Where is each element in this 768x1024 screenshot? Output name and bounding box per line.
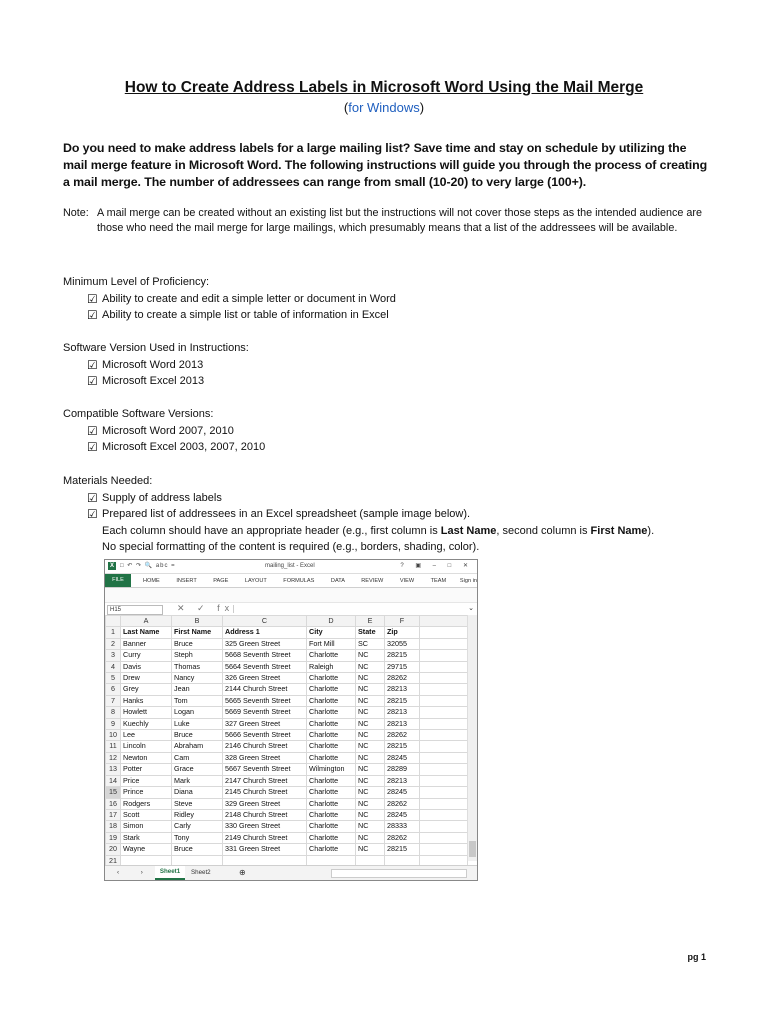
empty-cell <box>420 673 468 684</box>
data-cell: NC <box>356 832 385 843</box>
table-row <box>106 809 468 820</box>
data-cell: Charlotte <box>307 684 356 695</box>
table-row <box>106 787 468 798</box>
sheet-tab-sheet1: Sheet1 <box>155 866 185 880</box>
data-cell: 325 Green Street <box>223 638 307 649</box>
data-cell: Bruce <box>172 730 223 741</box>
checkbox-icon: ☑ <box>87 357 98 372</box>
table-row <box>106 844 468 855</box>
section-materials <box>63 473 654 556</box>
data-cell: Kuechly <box>121 718 172 729</box>
data-cell: Wayne <box>121 844 172 855</box>
header-cell: Address 1 <box>223 627 307 638</box>
data-cell: Charlotte <box>307 821 356 832</box>
data-cell: 28333 <box>385 821 420 832</box>
data-cell: Drew <box>121 673 172 684</box>
list-item <box>63 357 249 374</box>
header-cell: Zip <box>385 627 420 638</box>
table-row <box>106 695 468 706</box>
row-number: 18 <box>106 821 121 832</box>
checkbox-icon: ☑ <box>87 423 98 438</box>
sign-in-link: Sign in <box>459 578 477 584</box>
collapsed-ribbon <box>105 588 477 603</box>
data-cell: Charlotte <box>307 673 356 684</box>
data-cell: NC <box>356 741 385 752</box>
section-software <box>63 340 249 390</box>
excel-document-title: mailing_list - Excel <box>265 563 315 569</box>
scrollbar-thumb <box>469 841 476 857</box>
list-item-text: Microsoft Excel 2013 <box>102 375 205 387</box>
empty-cell <box>420 730 468 741</box>
data-cell: Mark <box>172 775 223 786</box>
data-cell: Lincoln <box>121 741 172 752</box>
data-cell: 28289 <box>385 764 420 775</box>
data-cell: 326 Green Street <box>223 673 307 684</box>
data-cell: Carly <box>172 821 223 832</box>
excel-ribbon-tabs <box>105 574 477 588</box>
data-cell: 28213 <box>385 684 420 695</box>
data-cell: 28213 <box>385 775 420 786</box>
data-cell: Davis <box>121 661 172 672</box>
data-cell: Rodgers <box>121 798 172 809</box>
data-cell: Simon <box>121 821 172 832</box>
data-cell: 5665 Seventh Street <box>223 695 307 706</box>
header-cell: Last Name <box>121 627 172 638</box>
data-cell: 5667 Seventh Street <box>223 764 307 775</box>
list-item <box>63 373 249 390</box>
row-number: 7 <box>106 695 121 706</box>
row-number: 15 <box>106 787 121 798</box>
data-cell: Nancy <box>172 673 223 684</box>
data-cell: 28215 <box>385 650 420 661</box>
table-row <box>106 638 468 649</box>
data-cell: 28262 <box>385 673 420 684</box>
empty-cell <box>420 844 468 855</box>
data-cell: NC <box>356 798 385 809</box>
data-cell: Luke <box>172 718 223 729</box>
table-row <box>106 752 468 763</box>
data-cell: 5664 Seventh Street <box>223 661 307 672</box>
data-cell: Scott <box>121 809 172 820</box>
formatting-instruction: No special formatting of the content is required (e.g., borders, shading, color). <box>102 541 480 553</box>
section-proficiency <box>63 274 396 324</box>
data-cell: Jean <box>172 684 223 695</box>
empty-cell <box>420 798 468 809</box>
table-row <box>106 718 468 729</box>
data-cell: 28245 <box>385 752 420 763</box>
data-cell: NC <box>356 718 385 729</box>
row-number: 12 <box>106 752 121 763</box>
data-cell: Charlotte <box>307 741 356 752</box>
row-number: 14 <box>106 775 121 786</box>
data-cell: Stark <box>121 832 172 843</box>
row-number: 6 <box>106 684 121 695</box>
data-cell: Grey <box>121 684 172 695</box>
data-cell: 2149 Church Street <box>223 832 307 843</box>
section-heading: Materials Needed: <box>63 475 153 487</box>
list-item-text: Microsoft Excel 2003, 2007, 2010 <box>102 441 266 453</box>
data-cell: NC <box>356 764 385 775</box>
data-cell: NC <box>356 775 385 786</box>
instruction-text: , second column is <box>496 524 591 537</box>
data-cell: Steph <box>172 650 223 661</box>
note-text: A mail merge can be created without an existing list but the instructions will not cover those steps as the intended audience are those who need the mail merge for large mailings, which presumably means that a list of the addressees will be available. <box>97 207 702 234</box>
data-cell: Tom <box>172 695 223 706</box>
column-header-row <box>106 616 468 627</box>
intro-paragraph: Do you need to make address labels for a large mailing list? Save time and stay on schedule by utilizing the mail merge feature in Microsoft Word. The following instructions will guide you through the process of creating a mail merge. The number of addressees can range from small (10-20) to very large (100+). <box>63 141 708 189</box>
data-cell: Charlotte <box>307 730 356 741</box>
empty-cell <box>420 775 468 786</box>
data-cell: Cam <box>172 752 223 763</box>
checkbox-icon: ☑ <box>87 490 98 505</box>
chevron-down-icon: ⌄ <box>468 605 474 612</box>
data-cell: NC <box>356 650 385 661</box>
table-row <box>106 821 468 832</box>
section-heading: Minimum Level of Proficiency: <box>63 276 210 288</box>
data-cell: Charlotte <box>307 832 356 843</box>
file-tab: FILE <box>105 574 131 587</box>
instruction-text: ). <box>647 524 655 537</box>
data-cell: Ridley <box>172 809 223 820</box>
section-heading: Compatible Software Versions: <box>63 408 214 420</box>
data-cell: Charlotte <box>307 798 356 809</box>
excel-app-icon: X <box>109 563 114 569</box>
data-cell: NC <box>356 695 385 706</box>
empty-cell <box>420 627 468 638</box>
ribbon-tab-list: HOME INSERT PAGE LAYOUT FORMULAS DATA REVIEW VIEW TEAM <box>143 578 447 584</box>
data-cell: NC <box>356 661 385 672</box>
data-cell: Charlotte <box>307 718 356 729</box>
vertical-scrollbar <box>467 615 477 861</box>
data-cell: Thomas <box>172 661 223 672</box>
row-number: 1 <box>106 627 121 638</box>
empty-cell <box>420 752 468 763</box>
instruction-text: Each column should have an appropriate header (e.g., first column is <box>102 524 441 537</box>
data-cell: 2145 Church Street <box>223 787 307 798</box>
data-cell: 329 Green Street <box>223 798 307 809</box>
list-item-text: Supply of address labels <box>102 491 222 504</box>
name-box: H15 <box>107 605 163 615</box>
table-row <box>106 741 468 752</box>
column-header: C <box>223 616 307 627</box>
subtitle-platform: for Windows <box>348 100 420 115</box>
data-cell: Bruce <box>172 844 223 855</box>
subtitle-paren-open: ( <box>343 100 349 115</box>
data-cell: Fort Mill <box>307 638 356 649</box>
data-cell: NC <box>356 707 385 718</box>
checkbox-icon: ☑ <box>87 507 98 521</box>
excel-screenshot <box>104 559 478 881</box>
row-number: 20 <box>106 844 121 855</box>
empty-cell <box>420 809 468 820</box>
checkbox-icon: ☑ <box>87 374 98 388</box>
table-row <box>106 730 468 741</box>
data-cell: 28262 <box>385 730 420 741</box>
empty-cell <box>420 741 468 752</box>
table-row <box>106 775 468 786</box>
row-number: 16 <box>106 798 121 809</box>
empty-cell <box>420 661 468 672</box>
data-cell: Charlotte <box>307 809 356 820</box>
column-header-empty <box>420 616 468 627</box>
header-cell: City <box>307 627 356 638</box>
data-cell: 5666 Seventh Street <box>223 730 307 741</box>
empty-cell <box>420 718 468 729</box>
table-row <box>106 707 468 718</box>
empty-cell <box>420 832 468 843</box>
empty-cell <box>420 707 468 718</box>
data-cell: NC <box>356 821 385 832</box>
row-number: 9 <box>106 718 121 729</box>
list-item <box>63 423 265 440</box>
data-cell: Charlotte <box>307 775 356 786</box>
data-cell: 330 Green Street <box>223 821 307 832</box>
list-item <box>63 291 396 308</box>
subtitle-paren-close: ) <box>419 100 425 115</box>
empty-cell <box>420 764 468 775</box>
data-cell: Newton <box>121 752 172 763</box>
empty-cell <box>420 787 468 798</box>
data-cell: NC <box>356 684 385 695</box>
row-number: 8 <box>106 707 121 718</box>
formula-input <box>233 605 463 613</box>
column-header: F <box>385 616 420 627</box>
empty-cell <box>420 821 468 832</box>
data-cell: 28213 <box>385 707 420 718</box>
checkbox-icon: ☑ <box>87 440 98 454</box>
data-cell: NC <box>356 844 385 855</box>
document-subtitle <box>0 100 768 115</box>
data-cell: 2147 Church Street <box>223 775 307 786</box>
data-cell: NC <box>356 787 385 798</box>
header-cell: First Name <box>172 627 223 638</box>
row-number: 21 <box>106 855 121 866</box>
table-row <box>106 832 468 843</box>
data-cell: Lee <box>121 730 172 741</box>
row-number: 11 <box>106 741 121 752</box>
data-cell: 28245 <box>385 809 420 820</box>
data-cell: Charlotte <box>307 695 356 706</box>
data-cell: Abraham <box>172 741 223 752</box>
row-number: 13 <box>106 764 121 775</box>
data-cell: Charlotte <box>307 844 356 855</box>
page-number: pg 1 <box>687 952 706 962</box>
select-all-corner <box>106 616 121 627</box>
row-number: 17 <box>106 809 121 820</box>
data-cell: 32055 <box>385 638 420 649</box>
data-cell: Raleigh <box>307 661 356 672</box>
data-cell: Grace <box>172 764 223 775</box>
row-number: 3 <box>106 650 121 661</box>
data-cell: 28213 <box>385 718 420 729</box>
sheet-tab-sheet2: Sheet2 <box>191 869 211 876</box>
spreadsheet-grid <box>105 615 468 867</box>
list-item <box>63 307 396 324</box>
data-cell: NC <box>356 673 385 684</box>
data-cell: 327 Green Street <box>223 718 307 729</box>
data-cell: Price <box>121 775 172 786</box>
bold-last-name: Last Name <box>440 524 497 537</box>
data-cell: Potter <box>121 764 172 775</box>
section-heading: Software Version Used in Instructions: <box>63 342 249 354</box>
data-cell: NC <box>356 809 385 820</box>
data-cell: Charlotte <box>307 650 356 661</box>
data-cell: 28215 <box>385 844 420 855</box>
data-cell: Charlotte <box>307 787 356 798</box>
list-item-text: Ability to create and edit a simple letter or document in Word <box>102 292 396 305</box>
formula-symbols: ✕ ✓ fx <box>177 603 235 613</box>
table-row <box>106 684 468 695</box>
empty-cell <box>420 650 468 661</box>
row-number: 10 <box>106 730 121 741</box>
data-cell: Tony <box>172 832 223 843</box>
data-cell: Howlett <box>121 707 172 718</box>
data-cell: Banner <box>121 638 172 649</box>
note-label: Note: <box>63 207 89 219</box>
table-row <box>106 661 468 672</box>
data-cell: 5668 Seventh Street <box>223 650 307 661</box>
data-cell: NC <box>356 752 385 763</box>
data-cell: Steve <box>172 798 223 809</box>
data-cell: Hanks <box>121 695 172 706</box>
table-row <box>106 764 468 775</box>
table-row <box>106 650 468 661</box>
data-cell: 2148 Church Street <box>223 809 307 820</box>
data-cell: 2146 Church Street <box>223 741 307 752</box>
data-cell: Logan <box>172 707 223 718</box>
column-header: B <box>172 616 223 627</box>
data-cell: NC <box>356 730 385 741</box>
row-number: 2 <box>106 638 121 649</box>
excel-title-bar <box>105 560 477 574</box>
document-title: How to Create Address Labels in Microsoft Word Using the Mail Merge <box>124 79 644 96</box>
section-compatible <box>63 406 265 456</box>
data-cell: Charlotte <box>307 707 356 718</box>
quick-access-toolbar: □ ↶ ↷ 🔍 abc = <box>120 563 176 569</box>
checkbox-icon: ☑ <box>87 308 98 322</box>
column-header: A <box>121 616 172 627</box>
data-cell: Bruce <box>172 638 223 649</box>
data-cell: 28245 <box>385 787 420 798</box>
list-item-text: Microsoft Word 2007, 2010 <box>102 424 234 437</box>
row-number: 19 <box>106 832 121 843</box>
row-number: 5 <box>106 673 121 684</box>
data-cell: 28215 <box>385 741 420 752</box>
column-header: E <box>356 616 385 627</box>
table-row <box>106 673 468 684</box>
list-item <box>63 506 654 523</box>
bold-first-name: First Name <box>590 524 648 537</box>
sheet-nav-arrows: ‹ › <box>117 869 153 876</box>
data-cell: 28262 <box>385 832 420 843</box>
list-item-text: Prepared list of addressees in an Excel spreadsheet (sample image below). <box>102 508 471 520</box>
list-item-text: Ability to create a simple list or table of information in Excel <box>102 309 389 321</box>
data-cell: 28215 <box>385 695 420 706</box>
sheet-tab-bar <box>105 865 477 880</box>
note-block <box>63 206 713 236</box>
data-cell: Diana <box>172 787 223 798</box>
data-cell: 331 Green Street <box>223 844 307 855</box>
column-header: D <box>307 616 356 627</box>
data-cell: Charlotte <box>307 752 356 763</box>
data-cell: 29715 <box>385 661 420 672</box>
data-cell: 5669 Seventh Street <box>223 707 307 718</box>
table-header-row <box>106 627 468 638</box>
header-cell: State <box>356 627 385 638</box>
list-item <box>63 490 654 507</box>
empty-cell <box>420 638 468 649</box>
list-item-text: Microsoft Word 2013 <box>102 358 204 371</box>
data-cell: SC <box>356 638 385 649</box>
window-controls: ? ▣ – □ ✕ <box>400 563 473 569</box>
header-instruction <box>63 523 654 540</box>
empty-cell <box>420 695 468 706</box>
list-item <box>63 439 265 456</box>
checkbox-icon: ☑ <box>87 291 98 306</box>
data-cell: 328 Green Street <box>223 752 307 763</box>
add-sheet-icon: ⊕ <box>239 868 246 877</box>
row-number: 4 <box>106 661 121 672</box>
data-cell: Wilmington <box>307 764 356 775</box>
data-cell: Curry <box>121 650 172 661</box>
table-row <box>106 798 468 809</box>
horizontal-scrollbar <box>331 869 467 878</box>
data-cell: 2144 Church Street <box>223 684 307 695</box>
data-cell: Prince <box>121 787 172 798</box>
empty-cell <box>420 684 468 695</box>
data-cell: 28262 <box>385 798 420 809</box>
